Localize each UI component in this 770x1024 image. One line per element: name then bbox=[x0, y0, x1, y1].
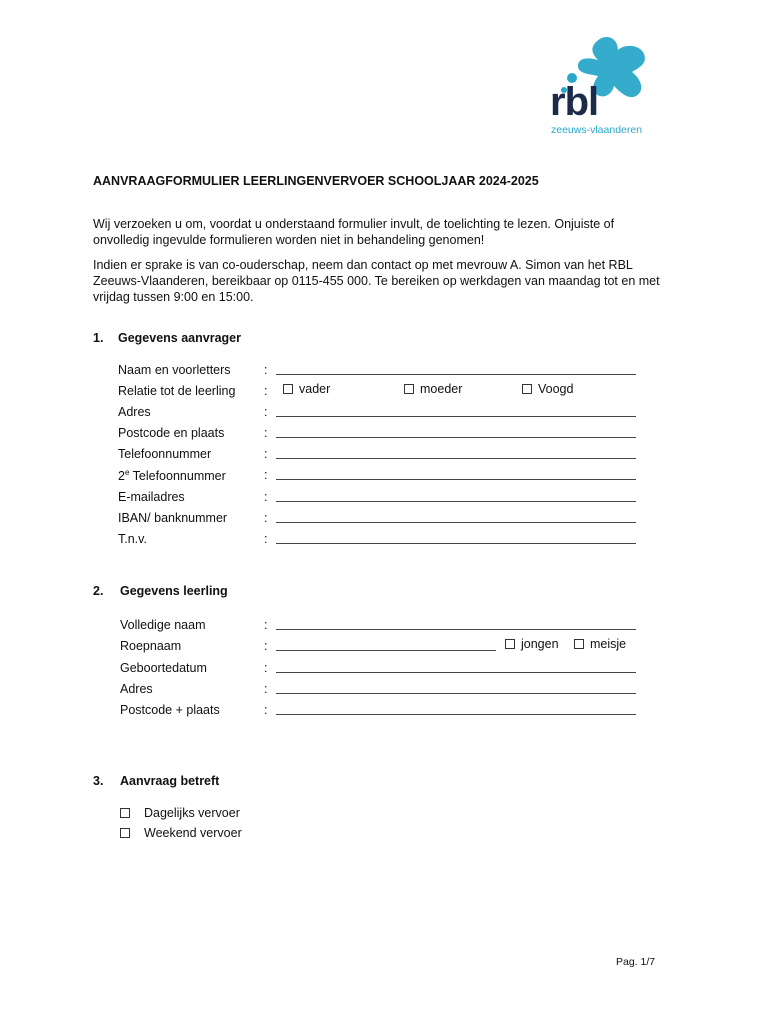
section-1-title: Gegevens aanvrager bbox=[118, 331, 241, 345]
field-label-postcode-plaats-leerling: Postcode + plaats bbox=[120, 703, 220, 717]
colon: : bbox=[264, 447, 268, 461]
field-label-relatie: Relatie tot de leerling bbox=[118, 384, 236, 398]
colon: : bbox=[264, 661, 268, 675]
colon: : bbox=[264, 468, 268, 482]
checkbox-moeder[interactable] bbox=[404, 384, 414, 394]
rbl-logo bbox=[548, 34, 660, 138]
option-jongen[interactable] bbox=[505, 637, 559, 651]
option-dagelijks-vervoer[interactable] bbox=[120, 806, 240, 820]
field-label-volledige-naam: Volledige naam bbox=[120, 618, 206, 632]
colon: : bbox=[264, 532, 268, 546]
colon: : bbox=[264, 426, 268, 440]
input-line-tweede-telefoonnummer[interactable] bbox=[276, 479, 636, 480]
field-label-tnv: T.n.v. bbox=[118, 532, 147, 546]
logo-subtitle: zeeuws-vlaanderen bbox=[551, 124, 643, 136]
checkbox-voogd[interactable] bbox=[522, 384, 532, 394]
option-dagelijks-vervoer-label: Dagelijks vervoer bbox=[144, 806, 240, 820]
checkbox-vader[interactable] bbox=[283, 384, 293, 394]
colon: : bbox=[264, 384, 268, 398]
label-sup: e bbox=[124, 468, 130, 477]
input-line-roepnaam[interactable] bbox=[276, 650, 496, 651]
form-title: AANVRAAGFORMULIER LEERLINGENVERVOER SCHOOLJAAR 2024-2025 bbox=[93, 174, 539, 188]
colon: : bbox=[264, 682, 268, 696]
checkbox-jongen[interactable] bbox=[505, 639, 515, 649]
section-3-title: Aanvraag betreft bbox=[120, 774, 220, 788]
input-line-postcode-plaats[interactable] bbox=[276, 437, 636, 438]
input-line-iban[interactable] bbox=[276, 522, 636, 523]
input-line-telefoonnummer[interactable] bbox=[276, 458, 636, 459]
checkbox-weekend-vervoer[interactable] bbox=[120, 828, 130, 838]
option-meisje-label: meisje bbox=[590, 637, 627, 651]
field-label-postcode-plaats: Postcode en plaats bbox=[118, 426, 225, 440]
intro-paragraph-1: Wij verzoeken u om, voordat u onderstaand formulier invult, de toelichting te lezen. Onjuiste of onvolledig ingevulde formulieren worden niet in behandeling genomen! bbox=[93, 217, 615, 247]
checkbox-meisje[interactable] bbox=[574, 639, 584, 649]
section-1-number: 1. bbox=[93, 331, 104, 345]
logo-wordmark: rbl bbox=[550, 80, 599, 124]
colon: : bbox=[264, 490, 268, 504]
input-line-adres-leerling[interactable] bbox=[276, 693, 636, 694]
colon: : bbox=[264, 511, 268, 525]
field-label-roepnaam: Roepnaam bbox=[120, 639, 182, 653]
section-3-number: 3. bbox=[93, 774, 104, 788]
label-rest: Telefoonnummer bbox=[129, 469, 226, 484]
checkbox-dagelijks-vervoer[interactable] bbox=[120, 808, 130, 818]
field-label-emailadres: E-mailadres bbox=[118, 490, 185, 504]
option-weekend-vervoer[interactable] bbox=[120, 826, 242, 840]
option-moeder[interactable] bbox=[404, 382, 462, 396]
field-label-adres: Adres bbox=[118, 405, 151, 419]
field-label-naam-voorletters: Naam en voorletters bbox=[118, 363, 231, 377]
input-line-geboortedatum[interactable] bbox=[276, 672, 636, 673]
colon: : bbox=[264, 363, 268, 377]
section-2-title: Gegevens leerling bbox=[120, 584, 228, 598]
option-jongen-label: jongen bbox=[521, 637, 559, 651]
option-voogd-label: Voogd bbox=[538, 382, 574, 396]
colon: : bbox=[264, 405, 268, 419]
intro-paragraph-2: Indien er sprake is van co-ouderschap, neem dan contact op met mevrouw A. Simon van het RBL Zeeuws-Vlaanderen, bereikbaar op 0115-455 000. Te bereiken op werkdagen van maandag tot en met vrijdag tussen 9:00 en 15:00. bbox=[93, 258, 660, 304]
label-prefix: 2 bbox=[118, 469, 125, 484]
option-weekend-vervoer-label: Weekend vervoer bbox=[144, 826, 242, 840]
input-line-naam-voorletters[interactable] bbox=[276, 374, 636, 375]
field-label-tweede-telefoonnummer bbox=[118, 468, 226, 483]
option-vader-label: vader bbox=[299, 382, 331, 396]
input-line-emailadres[interactable] bbox=[276, 501, 636, 502]
field-label-geboortedatum: Geboortedatum bbox=[120, 661, 207, 675]
input-line-adres[interactable] bbox=[276, 416, 636, 417]
section-2-number: 2. bbox=[93, 584, 104, 598]
input-line-tnv[interactable] bbox=[276, 543, 636, 544]
input-line-volledige-naam[interactable] bbox=[276, 629, 636, 630]
option-moeder-label: moeder bbox=[420, 382, 463, 396]
field-label-iban: IBAN/ banknummer bbox=[118, 511, 228, 525]
page-number: Pag. 1/7 bbox=[616, 956, 656, 968]
colon: : bbox=[264, 639, 268, 653]
option-voogd[interactable] bbox=[522, 382, 573, 396]
input-line-postcode-plaats-leerling[interactable] bbox=[276, 714, 636, 715]
option-vader[interactable] bbox=[283, 382, 330, 396]
field-label-telefoonnummer: Telefoonnummer bbox=[118, 447, 212, 461]
colon: : bbox=[264, 618, 268, 632]
field-label-adres-leerling: Adres bbox=[120, 682, 153, 696]
colon: : bbox=[264, 703, 268, 717]
option-meisje[interactable] bbox=[574, 637, 626, 651]
